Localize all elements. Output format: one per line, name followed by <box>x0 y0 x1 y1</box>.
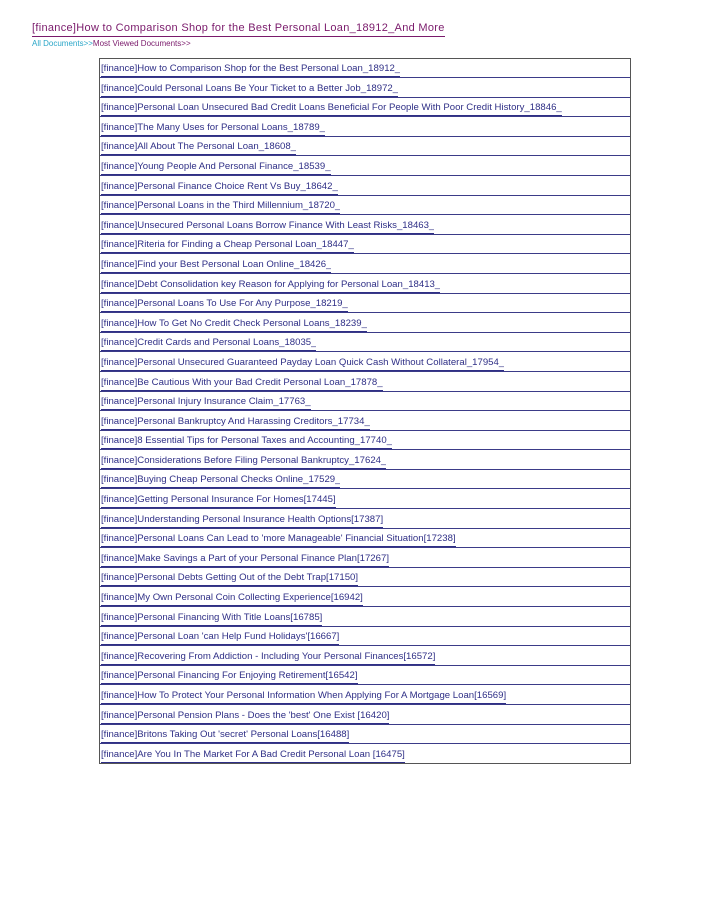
document-list-item <box>100 353 630 372</box>
document-list-item <box>100 59 630 78</box>
document-list-item <box>100 275 630 294</box>
document-list-item <box>100 588 630 607</box>
document-link[interactable]: [finance]All About The Personal Loan_18608_ <box>101 140 296 155</box>
document-link[interactable]: [finance]Personal Unsecured Guaranteed Payday Loan Quick Cash Without Collateral_17954_ <box>101 356 504 371</box>
document-link[interactable]: [finance]Getting Personal Insurance For Homes[17445] <box>101 493 336 508</box>
document-link[interactable]: [finance]Riteria for Finding a Cheap Personal Loan_18447_ <box>101 238 354 253</box>
document-link[interactable]: [finance]Personal Injury Insurance Claim_17763_ <box>101 395 311 410</box>
document-link[interactable]: [finance]Personal Loan 'can Help Fund Holidays'[16667] <box>101 630 339 645</box>
document-list-item <box>100 431 630 450</box>
document-link[interactable]: [finance]Could Personal Loans Be Your Ticket to a Better Job_18972_ <box>101 82 398 97</box>
document-list-item <box>100 216 630 235</box>
document-link[interactable]: [finance]Find your Best Personal Loan Online_18426_ <box>101 258 331 273</box>
document-link[interactable]: [finance]Buying Cheap Personal Checks Online_17529_ <box>101 473 340 488</box>
document-link[interactable]: [finance]Understanding Personal Insurance Health Options[17387] <box>101 513 383 528</box>
document-link[interactable]: [finance]How To Get No Credit Check Personal Loans_18239_ <box>101 317 367 332</box>
document-list-item <box>100 529 630 548</box>
document-list-item <box>100 157 630 176</box>
document-list-item <box>100 333 630 352</box>
document-list-item <box>100 627 630 646</box>
breadcrumb-separator: >> <box>83 39 93 48</box>
document-link[interactable]: [finance]Recovering From Addiction - Including Your Personal Finances[16572] <box>101 650 435 665</box>
document-link[interactable]: [finance]Make Savings a Part of your Personal Finance Plan[17267] <box>101 552 389 567</box>
document-list-item <box>100 196 630 215</box>
document-list-item <box>100 314 630 333</box>
document-list-item <box>100 745 630 764</box>
document-link[interactable]: [finance]Personal Loans To Use For Any Purpose_18219_ <box>101 297 348 312</box>
document-link[interactable]: [finance]Personal Bankruptcy And Harassing Creditors_17734_ <box>101 415 370 430</box>
document-link[interactable]: [finance]Personal Pension Plans - Does the 'best' One Exist [16420] <box>101 709 389 724</box>
document-link[interactable]: [finance]Considerations Before Filing Personal Bankruptcy_17624_ <box>101 454 386 469</box>
document-list-item <box>100 490 630 509</box>
document-list-item <box>100 686 630 705</box>
document-list-item <box>100 706 630 725</box>
document-link[interactable]: [finance]Be Cautious With your Bad Credit Personal Loan_17878_ <box>101 376 383 391</box>
document-link[interactable]: [finance]Personal Loans Can Lead to 'more Manageable' Financial Situation[17238] <box>101 532 456 547</box>
document-link[interactable]: [finance]The Many Uses for Personal Loans_18789_ <box>101 121 325 136</box>
document-link[interactable]: [finance]Personal Debts Getting Out of the Debt Trap[17150] <box>101 571 358 586</box>
breadcrumb-trailing-separator: >> <box>181 39 191 48</box>
document-list-item <box>100 255 630 274</box>
document-link[interactable]: [finance]How to Comparison Shop for the Best Personal Loan_18912_ <box>101 62 400 77</box>
document-link[interactable]: [finance]8 Essential Tips for Personal Taxes and Accounting_17740_ <box>101 434 392 449</box>
document-list-item <box>100 608 630 627</box>
document-link[interactable]: [finance]Personal Loan Unsecured Bad Credit Loans Beneficial For People With Poor Credit History_18846_ <box>101 101 562 116</box>
page-title-link[interactable]: [finance]How to Comparison Shop for the Best Personal Loan_18912_And More <box>32 22 445 37</box>
breadcrumb-most-viewed[interactable]: Most Viewed Documents <box>92 39 182 48</box>
document-link[interactable]: [finance]Britons Taking Out 'secret' Personal Loans[16488] <box>101 728 349 743</box>
document-list-item <box>100 98 630 117</box>
document-link[interactable]: [finance]My Own Personal Coin Collecting Experience[16942] <box>101 591 363 606</box>
document-link[interactable]: [finance]Credit Cards and Personal Loans_18035_ <box>101 336 316 351</box>
document-list <box>99 58 631 764</box>
document-list-item <box>100 177 630 196</box>
document-link[interactable]: [finance]Are You In The Market For A Bad Credit Personal Loan [16475] <box>101 748 405 763</box>
document-list-item <box>100 568 630 587</box>
document-list-item <box>100 647 630 666</box>
document-list-item <box>100 725 630 744</box>
document-list-item <box>100 79 630 98</box>
document-link[interactable]: [finance]Debt Consolidation key Reason for Applying for Personal Loan_18413_ <box>101 278 440 293</box>
document-link[interactable]: [finance]Personal Financing With Title Loans[16785] <box>101 611 322 626</box>
document-list-item <box>100 510 630 529</box>
document-link[interactable]: [finance]Personal Finance Choice Rent Vs Buy_18642_ <box>101 180 338 195</box>
breadcrumb-all-documents[interactable]: All Documents <box>32 39 84 48</box>
document-list-item <box>100 392 630 411</box>
document-list-item <box>100 137 630 156</box>
document-list-item <box>100 451 630 470</box>
document-list-item <box>100 294 630 313</box>
document-link[interactable]: [finance]How To Protect Your Personal Information When Applying For A Mortgage Loan[16569] <box>101 689 506 704</box>
document-list-item <box>100 549 630 568</box>
document-list-item <box>100 373 630 392</box>
document-list-item <box>100 118 630 137</box>
document-link[interactable]: [finance]Unsecured Personal Loans Borrow Finance With Least Risks_18463_ <box>101 219 434 234</box>
document-list-item <box>100 235 630 254</box>
document-link[interactable]: [finance]Young People And Personal Finance_18539_ <box>101 160 331 175</box>
document-link[interactable]: [finance]Personal Loans in the Third Millennium_18720_ <box>101 199 340 214</box>
breadcrumb <box>32 39 191 48</box>
document-list-item <box>100 470 630 489</box>
document-link[interactable]: [finance]Personal Financing For Enjoying Retirement[16542] <box>101 669 358 684</box>
document-list-item <box>100 666 630 685</box>
document-list-item <box>100 412 630 431</box>
